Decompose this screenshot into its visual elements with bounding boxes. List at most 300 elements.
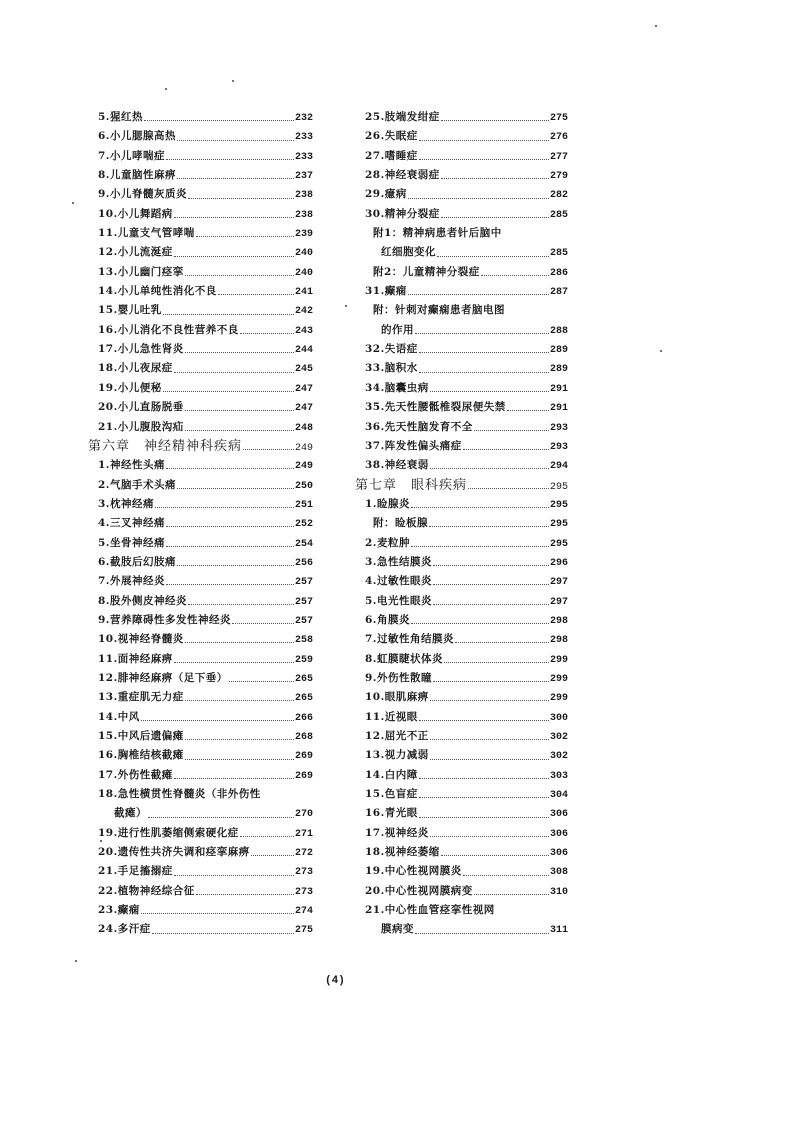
toc-entry-title: 8.虹膜睫状体炎 — [365, 652, 443, 665]
toc-entry-page: 295 — [549, 519, 568, 531]
toc-entry-page: 251 — [294, 499, 313, 511]
toc-entry-page: 299 — [549, 654, 568, 666]
toc-entry-title: 35.先天性腰骶椎裂尿便失禁 — [365, 401, 506, 414]
toc-entry-title: 38.神经衰弱 — [365, 459, 429, 472]
toc-entry-page: 233 — [294, 132, 313, 144]
toc-entry — [88, 920, 313, 939]
toc-entry — [88, 824, 313, 843]
toc-entry-title: 14.白内障 — [365, 768, 418, 781]
toc-entry-page: 257 — [294, 615, 313, 627]
toc-entry-title: 20.小儿直肠脱垂 — [98, 401, 184, 414]
toc-entry — [88, 882, 313, 901]
toc-entry-title: 1.睑腺炎 — [365, 497, 410, 510]
dot-leader — [481, 275, 549, 276]
toc-entry-title: 3.枕神经痛 — [98, 497, 154, 510]
dot-leader — [433, 604, 549, 605]
dot-leader — [177, 565, 294, 566]
toc-entry-page: 310 — [549, 886, 568, 898]
dot-leader — [174, 372, 294, 373]
dot-leader — [185, 759, 294, 760]
dot-leader — [419, 817, 549, 818]
toc-entry — [88, 766, 313, 785]
toc-entry — [88, 553, 313, 572]
toc-entry — [355, 630, 568, 649]
toc-entry-page: 269 — [294, 751, 313, 763]
scan-speck — [655, 25, 657, 27]
toc-entry-title: 8.儿童脑性麻痹 — [98, 169, 176, 182]
toc-entry-page: 245 — [294, 364, 313, 376]
dot-leader — [415, 933, 549, 934]
toc-entry-page: 276 — [549, 132, 568, 144]
toc-entry-title: 18.小儿夜尿症 — [98, 362, 173, 375]
toc-entry-page: 250 — [294, 480, 313, 492]
dot-leader — [141, 913, 294, 914]
toc-entry-title: 18.视神经萎缩 — [365, 846, 440, 859]
toc-entry-title: 2.麦粒肿 — [365, 536, 410, 549]
toc-entry-title: 附：针刺对癫痫患者脑电图 — [373, 304, 505, 317]
toc-entry — [355, 572, 568, 591]
toc-entry-title: 27.嗜睡症 — [365, 149, 418, 162]
toc-entry-title: 11.儿童支气管哮喘 — [98, 227, 195, 240]
dot-leader — [463, 449, 549, 450]
toc-entry — [355, 514, 568, 533]
dot-leader — [474, 894, 549, 895]
toc-entry-page: 258 — [294, 635, 313, 647]
toc-entry-page: 259 — [294, 654, 313, 666]
dot-leader — [430, 391, 549, 392]
toc-entry — [88, 359, 313, 378]
toc-entry-page: 270 — [294, 809, 313, 821]
dot-leader — [419, 140, 549, 141]
scan-speck — [100, 840, 102, 842]
toc-entry-page: 265 — [294, 673, 313, 685]
toc-entry-title: 13.视力减弱 — [365, 749, 429, 762]
toc-entry-page: 232 — [294, 113, 313, 124]
toc-entry-page: 282 — [549, 190, 568, 202]
dot-leader — [419, 159, 549, 160]
dot-leader — [196, 236, 294, 237]
dot-leader — [174, 778, 294, 779]
toc-entry-page: 303 — [549, 770, 568, 782]
scan-speck — [72, 202, 74, 204]
toc-entry-title: 19.小儿便秘 — [98, 381, 162, 394]
dot-leader — [415, 333, 549, 334]
toc-entry — [355, 166, 568, 185]
dot-leader — [232, 623, 294, 624]
dot-leader — [441, 217, 549, 218]
dot-leader — [185, 642, 294, 643]
toc-entry-page: 293 — [549, 441, 568, 453]
dot-leader — [166, 468, 294, 469]
toc-entry — [88, 127, 313, 146]
toc-entry-title: 截瘫） — [114, 807, 147, 820]
toc-left-column — [88, 108, 313, 940]
toc-entry-title: 24.多汗症 — [98, 923, 151, 936]
dot-leader — [411, 546, 549, 547]
toc-entry-title: 7.过敏性角结膜炎 — [365, 633, 454, 646]
toc-entry-page: 257 — [294, 577, 313, 589]
toc-entry-page: 269 — [294, 770, 313, 782]
dot-leader — [185, 739, 294, 740]
toc-entry-page: 275 — [549, 113, 568, 124]
dot-leader — [185, 275, 294, 276]
toc-entry-page: 286 — [549, 267, 568, 279]
toc-entry — [88, 688, 313, 707]
dot-leader — [152, 933, 294, 934]
dot-leader — [185, 430, 294, 431]
toc-entry — [355, 766, 568, 785]
toc-entry-page: 249 — [294, 461, 313, 473]
toc-entry-page: 240 — [294, 248, 313, 260]
toc-entry-page: 295 — [549, 481, 568, 493]
dot-leader — [430, 739, 549, 740]
toc-entry-title: 5.猩红热 — [98, 111, 143, 123]
toc-entry — [88, 650, 313, 669]
toc-entry — [88, 476, 313, 495]
toc-entry-page: 275 — [294, 925, 313, 937]
toc-entry-title: 17.视神经炎 — [365, 826, 429, 839]
toc-entry-page: 257 — [294, 596, 313, 608]
toc-entry-page: 239 — [294, 229, 313, 241]
dot-leader — [188, 198, 294, 199]
toc-entry-title: 36.先天性脑发育不全 — [365, 420, 473, 433]
toc-entry-title: 第七章 眼科疾病 — [355, 477, 468, 493]
toc-entry — [88, 321, 313, 340]
toc-entry-title: 21.小儿腹股沟疝 — [98, 420, 184, 433]
toc-entry-title: 18.急性横贯性脊髓炎（非外伤性 — [98, 788, 261, 801]
toc-entry-page: 306 — [549, 848, 568, 860]
toc-entry-title: 23.癫痫 — [98, 904, 140, 917]
toc-entry-title: 6.截肢后幻肢痛 — [98, 555, 176, 568]
dot-leader — [444, 662, 549, 663]
toc-entry — [88, 804, 313, 823]
dot-leader — [430, 468, 549, 469]
toc-entry — [355, 147, 568, 166]
toc-entry-title: 21.中心性血管痉挛性视网 — [365, 904, 495, 917]
scan-speck — [232, 80, 234, 82]
toc-entry-title: 10.小儿舞蹈病 — [98, 207, 173, 220]
dot-leader — [148, 817, 294, 818]
toc-entry — [88, 282, 313, 301]
toc-entry-title: 膜病变 — [381, 923, 414, 936]
toc-entry — [88, 495, 313, 514]
toc-entry-title: 15.中风后遗偏瘫 — [98, 730, 184, 742]
toc-entry — [88, 205, 313, 224]
dot-leader — [463, 875, 549, 876]
toc-entry-title: 11.面神经麻痹 — [98, 652, 173, 665]
dot-leader — [419, 352, 549, 353]
dot-leader — [243, 449, 294, 450]
dot-leader — [163, 391, 294, 392]
toc-entry-title: 10.眼肌麻痹 — [365, 691, 429, 704]
toc-entry — [88, 862, 313, 881]
toc-entry — [355, 398, 568, 417]
toc-entry-title: 1.神经性头痛 — [98, 459, 165, 472]
toc-entry-page: 243 — [294, 325, 313, 337]
toc-entry-title: 2.气脑手术头痛 — [98, 478, 176, 491]
toc-entry-title: 25.肢端发绀症 — [365, 111, 440, 123]
dot-leader — [185, 352, 294, 353]
toc-entry — [355, 804, 568, 823]
toc-entry — [88, 340, 313, 359]
scan-speck — [660, 350, 662, 352]
dot-leader — [166, 546, 294, 547]
dot-leader — [455, 642, 549, 643]
toc-entry-title: 17.外伤性截瘫 — [98, 768, 173, 781]
toc-entry-page: 300 — [549, 712, 568, 724]
toc-entry — [88, 669, 313, 688]
toc-entry-title: 12.小儿流涎症 — [98, 246, 173, 259]
toc-entry — [88, 108, 313, 127]
toc-entry — [88, 785, 313, 804]
toc-entry-page: 241 — [294, 287, 313, 299]
toc-entry — [355, 920, 568, 939]
dot-leader — [411, 623, 549, 624]
toc-entry-title: 19.进行性肌萎缩侧索硬化症 — [98, 826, 239, 839]
dot-leader — [218, 294, 294, 295]
dot-leader — [155, 507, 294, 508]
toc-entry-page: 302 — [549, 732, 568, 743]
toc-entry — [355, 185, 568, 204]
dot-leader — [174, 875, 294, 876]
toc-entry-title: 12.屈光不正 — [365, 730, 429, 742]
toc-entry-page: 295 — [549, 499, 568, 511]
toc-entry — [355, 824, 568, 843]
toc-entry-page: 266 — [294, 712, 313, 724]
toc-entry-page: 240 — [294, 267, 313, 279]
dot-leader — [163, 314, 294, 315]
toc-entry-title: 5.电光性眼炎 — [365, 594, 432, 607]
toc-entry-title: 33.脑积水 — [365, 362, 418, 375]
scan-speck — [165, 88, 167, 90]
toc-entry-title: 15.色盲症 — [365, 788, 418, 801]
toc-entry-page: 273 — [294, 886, 313, 898]
toc-entry — [355, 205, 568, 224]
toc-entry-title: 31.癫痫 — [365, 285, 407, 298]
toc-entry-title: 9.营养障碍性多发性神经炎 — [98, 613, 231, 626]
toc-entry-page: 247 — [294, 383, 313, 395]
toc-entry-title: 14.中风 — [98, 710, 140, 723]
toc-entry-page: 296 — [549, 557, 568, 569]
toc-entry-page: 233 — [294, 151, 313, 163]
toc-entry — [355, 437, 568, 456]
toc-entry-title: 37.阵发性偏头痛症 — [365, 439, 462, 452]
toc-entry-title: 11.近视眼 — [365, 710, 418, 723]
toc-entry-title: 红细胞变化 — [381, 246, 436, 259]
toc-entry — [88, 185, 313, 204]
toc-entry-page: 247 — [294, 403, 313, 415]
toc-entry — [355, 901, 568, 920]
toc-entry-page: 302 — [549, 751, 568, 763]
dot-leader — [430, 836, 549, 837]
toc-entry — [355, 843, 568, 862]
toc-entry-title: 4.过敏性眼炎 — [365, 575, 432, 588]
dot-leader — [188, 604, 294, 605]
toc-entry-title: 15.婴儿吐乳 — [98, 304, 162, 317]
toc-entry — [355, 862, 568, 881]
toc-entry-title: 附：睑板腺 — [373, 517, 428, 530]
dot-leader — [419, 372, 549, 373]
dot-leader — [408, 294, 549, 295]
dot-leader — [411, 507, 549, 508]
dot-leader — [144, 120, 294, 121]
dot-leader — [468, 488, 549, 489]
scan-speck — [75, 960, 77, 962]
toc-entry-title: 19.中心性视网膜炎 — [365, 865, 462, 878]
toc-entry-page: 268 — [294, 732, 313, 743]
toc-entry — [88, 708, 313, 727]
toc-entry-title: 7.外展神经炎 — [98, 575, 165, 588]
toc-entry — [88, 630, 313, 649]
toc-entry-page: 244 — [294, 345, 313, 357]
toc-entry-page: 295 — [549, 538, 568, 550]
scan-speck — [345, 305, 347, 307]
page-number: (4) — [325, 975, 345, 987]
toc-entry-page: 299 — [549, 693, 568, 705]
dot-leader — [196, 894, 294, 895]
toc-entry-page: 287 — [549, 287, 568, 299]
toc-entry — [355, 495, 568, 514]
toc-entry-page: 252 — [294, 519, 313, 531]
toc-entry — [88, 398, 313, 417]
toc-entry — [88, 727, 313, 746]
toc-entry-title: 14.小儿单纯性消化不良 — [98, 285, 217, 298]
dot-leader — [419, 720, 549, 721]
dot-leader — [174, 217, 294, 218]
toc-entry — [355, 553, 568, 572]
toc-entry-title: 17.小儿急性肾炎 — [98, 343, 184, 356]
dot-leader — [430, 759, 549, 760]
toc-entry — [355, 282, 568, 301]
dot-leader — [433, 584, 549, 585]
toc-entry-page: 288 — [549, 325, 568, 337]
toc-entry-title: 13.重症肌无力症 — [98, 691, 184, 704]
toc-chapter-heading — [88, 437, 313, 456]
toc-entry — [88, 843, 313, 862]
toc-entry-page: 272 — [294, 848, 313, 860]
toc-entry-title: 第六章 神经精神科疾病 — [88, 438, 243, 454]
toc-entry — [88, 611, 313, 630]
toc-entry-title: 30.精神分裂症 — [365, 207, 440, 220]
toc-entry-title: 4.三叉神经痛 — [98, 517, 165, 530]
dot-leader — [507, 410, 549, 411]
toc-entry — [88, 243, 313, 262]
toc-entry-title: 16.胸椎结核截瘫 — [98, 749, 184, 762]
dot-leader — [441, 120, 549, 121]
dot-leader — [441, 855, 549, 856]
toc-entry-page: 238 — [294, 209, 313, 221]
toc-entry — [88, 301, 313, 320]
dot-leader — [174, 256, 294, 257]
toc-entry — [355, 321, 568, 340]
toc-entry — [88, 456, 313, 475]
toc-right-column — [355, 108, 568, 940]
dot-leader — [166, 159, 294, 160]
toc-entry — [355, 243, 568, 262]
dot-leader — [433, 681, 549, 682]
toc-entry — [355, 418, 568, 437]
toc-entry-page: 289 — [549, 364, 568, 376]
toc-entry-title: 34.脑囊虫病 — [365, 381, 429, 394]
dot-leader — [441, 178, 549, 179]
toc-entry-page: 277 — [549, 151, 568, 163]
toc-entry-page: 285 — [549, 209, 568, 221]
toc-entry — [355, 456, 568, 475]
toc-entry-title: 29.癔病 — [365, 188, 407, 201]
toc-entry — [355, 224, 568, 243]
toc-entry-page: 289 — [549, 345, 568, 357]
toc-entry — [355, 650, 568, 669]
toc-entry-title: 9.小儿脊髓灰质炎 — [98, 188, 187, 201]
toc-entry-page: 273 — [294, 867, 313, 879]
toc-entry-page: 265 — [294, 693, 313, 705]
toc-entry-page: 308 — [549, 867, 568, 879]
dot-leader — [229, 681, 294, 682]
dot-leader — [177, 488, 294, 489]
toc-entry-title: 6.角膜炎 — [365, 613, 410, 626]
toc-entry-page: 298 — [549, 635, 568, 647]
toc-entry — [355, 301, 568, 320]
toc-entry — [355, 688, 568, 707]
toc-entry — [88, 592, 313, 611]
toc-entry-page: 274 — [294, 906, 313, 918]
dot-leader — [166, 526, 294, 527]
toc-entry-page: 279 — [549, 171, 568, 183]
toc-entry-title: 16.小儿消化不良性营养不良 — [98, 323, 239, 336]
toc-entry-page: 297 — [549, 596, 568, 608]
toc-entry-title: 6.小儿腮腺高热 — [98, 130, 176, 143]
toc-entry — [355, 127, 568, 146]
toc-entry-page: 249 — [294, 442, 313, 454]
dot-leader — [437, 256, 549, 257]
toc-entry — [88, 901, 313, 920]
toc-entry-page: 291 — [549, 383, 568, 395]
dot-leader — [185, 410, 294, 411]
toc-entry — [88, 379, 313, 398]
dot-leader — [419, 778, 549, 779]
toc-entry — [355, 708, 568, 727]
toc-entry-title: 28.神经衰弱症 — [365, 169, 440, 182]
toc-entry-title: 3.急性结膜炎 — [365, 555, 432, 568]
toc-entry-page: 306 — [549, 809, 568, 821]
toc-entry — [355, 592, 568, 611]
dot-leader — [177, 178, 294, 179]
toc-entry-title: 7.小儿哮喘症 — [98, 149, 165, 162]
dot-leader — [430, 700, 549, 701]
toc-entry — [355, 359, 568, 378]
toc-entry-page: 237 — [294, 171, 313, 183]
toc-entry-page: 271 — [294, 828, 313, 840]
toc-entry-page: 254 — [294, 538, 313, 550]
toc-entry-title: 12.腓神经麻痹（足下垂） — [98, 671, 228, 684]
toc-entry-title: 16.青光眼 — [365, 807, 418, 820]
toc-entry — [88, 263, 313, 282]
toc-entry-title: 26.失眠症 — [365, 130, 418, 143]
toc-entry-title: 5.坐骨神经痛 — [98, 536, 165, 549]
dot-leader — [166, 584, 294, 585]
toc-entry-page: 291 — [549, 403, 568, 415]
toc-chapter-heading — [355, 476, 568, 495]
toc-entry — [88, 418, 313, 437]
toc-entry — [355, 727, 568, 746]
toc-entry — [88, 534, 313, 553]
toc-entry-page: 298 — [549, 615, 568, 627]
toc-entry-title: 附1：精神病患者针后脑中 — [373, 227, 502, 240]
toc-entry — [88, 572, 313, 591]
toc-entry-page: 238 — [294, 190, 313, 202]
dot-leader — [251, 855, 294, 856]
toc-entry — [88, 514, 313, 533]
